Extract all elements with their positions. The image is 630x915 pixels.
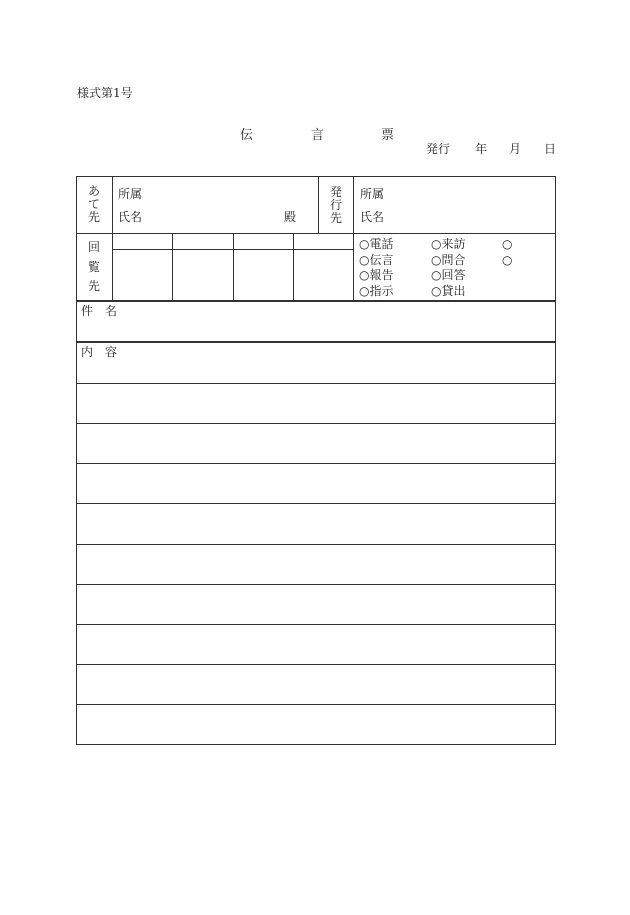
option-phone[interactable]: ○電話: [359, 237, 394, 251]
border-top: [76, 176, 556, 177]
border-bottom: [76, 744, 556, 745]
issuer-name-label: 氏名: [360, 210, 385, 224]
border-left: [76, 176, 77, 745]
issuer-affiliation-label: 所属: [360, 187, 385, 201]
option-blank-2[interactable]: ○: [502, 253, 513, 267]
side-char: あ: [87, 184, 100, 198]
side-char: 発: [329, 185, 342, 199]
option-lending[interactable]: ○貸出: [431, 284, 466, 298]
content-rule: [76, 664, 556, 665]
recipient-affiliation-label: 所属: [118, 187, 143, 201]
content-rule: [76, 503, 556, 504]
option-inquiry[interactable]: ○問合: [431, 253, 466, 267]
option-report[interactable]: ○報告: [359, 268, 394, 282]
side-char: て: [87, 197, 100, 211]
option-instruction[interactable]: ○指示: [359, 284, 394, 298]
content-label: 内 容: [81, 345, 118, 359]
title-char-3: 票: [381, 128, 395, 143]
divider: [76, 233, 556, 234]
side-char: 覧: [87, 260, 100, 274]
issue-label: 発行: [426, 142, 451, 156]
content-rule: [76, 423, 556, 424]
side-char: 行: [329, 198, 342, 212]
side-char: 回: [87, 240, 100, 254]
year-label: 年: [475, 142, 488, 156]
option-answer[interactable]: ○回答: [431, 268, 466, 282]
side-char: 先: [87, 279, 100, 293]
side-char: 先: [329, 211, 342, 225]
divider: [76, 341, 556, 343]
option-visit[interactable]: ○来訪: [431, 237, 466, 251]
day-label: 日: [544, 142, 557, 156]
divider: [293, 233, 294, 301]
title-char-1: 伝: [240, 128, 254, 143]
divider: [172, 233, 173, 301]
option-message[interactable]: ○伝言: [359, 253, 394, 267]
side-char: 先: [87, 210, 100, 224]
form-number: 様式第1号: [77, 86, 133, 100]
divider: [76, 300, 556, 302]
honorific: 殿: [284, 210, 297, 224]
subject-label: 件 名: [81, 304, 118, 318]
title-char-2: 言: [311, 128, 325, 143]
divider: [112, 176, 113, 301]
divider: [353, 176, 354, 301]
divider: [318, 176, 319, 233]
content-rule: [76, 463, 556, 464]
option-blank-1[interactable]: ○: [502, 237, 513, 251]
content-rule: [76, 624, 556, 625]
content-rule: [76, 383, 556, 384]
month-label: 月: [509, 142, 522, 156]
border-right: [555, 176, 556, 745]
content-rule: [76, 584, 556, 585]
divider: [233, 233, 234, 301]
content-rule: [76, 544, 556, 545]
content-rule: [76, 704, 556, 705]
recipient-name-label: 氏名: [118, 210, 143, 224]
